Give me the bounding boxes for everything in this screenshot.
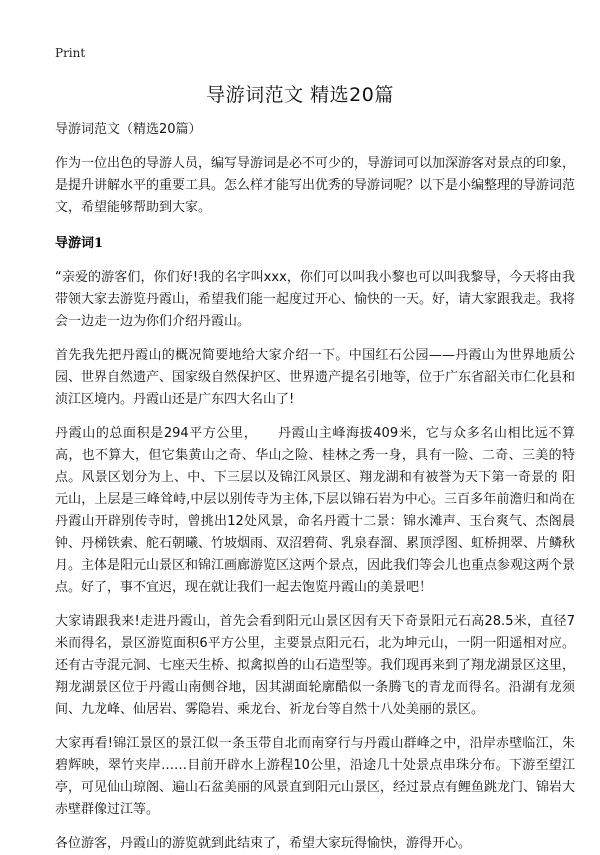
paragraph-greeting: “亲爱的游客们，你们好!我的名字叫xxx，你们可以叫我小黎也可以叫我黎导，今天将由我带领大家去游览丹霞山，希望我们能一起度过开心、愉快的一天。好，请大家跟我走。我将会一边走一边为你们介绍丹霞山。	[55, 270, 576, 329]
section-heading: 导游词1	[55, 236, 104, 251]
page-title: 导游词范文 精选20篇	[206, 84, 394, 106]
print-label: Print	[55, 46, 86, 60]
intro-paragraph: 作为一位出色的导游人员，编写导游词是必不可少的，导游词可以加深游客对景点的印象，是提升讲解水平的重要工具。怎么样才能写出优秀的导游词呢？以下是小编整理的导游词范文，希望能够帮助到大家。	[55, 156, 576, 215]
paragraph-area: 丹霞山的总面积是294平方公里， 丹霞山主峰海拔409米，它与众多名山相比远不算高，也不算大，但它集黄山之奇、华山之险、桂林之秀一身，具有一险、二奇、三美的特点。风景区划分为上、中、下三层以及锦江风景区、翔龙湖和有被誉为天下第一奇景的 阳元山，上层是三峰耸峙,中层以别传寺为主体,下层以锦石岩为中心。三百多年前澹归和尚在丹霞山开辟别传寺时，曾挑出12处风景，命名丹霞十二景：锦水滩声、玉台爽气、杰阁晨钟、丹梯铁索、舵石朝曦、竹坡烟雨、双沼碧荷、乳泉春溜、累顶浮图、虹桥拥翠、片鳞秋月。主体是阳元山景区和锦江画廊游览区这两个景点，因此我们等会儿也重点参观这两个景点。好了，事不宜迟，现在就让我们一起去饱览丹霞山的美景吧！	[55, 426, 576, 595]
article-subtitle: 导游词范文（精选20篇）	[55, 122, 202, 137]
paragraph-overview: 首先我先把丹霞山的概况简要地给大家介绍一下。中国红石公园——丹霞山为世界地质公园、世界自然遗产、国家级自然保护区、世界遗产提名引地等，位于广东省韶关市仁化县和浈江区境内。丹霞山还是广东四大名山了!	[55, 348, 576, 407]
paragraph-yangyuan: 大家请跟我来!走进丹霞山，首先会看到阳元山景区因有天下奇景阳元石高28.5米，直径7米而得名，景区游览面积6平方公里，主要景点阳元石，北为坤元山，一阴一阳遥相对应。还有古寺混元洞、七座天生桥、拟禽拟兽的山石造型等。我们现再来到了翔龙湖景区这里，翔龙湖景区位于丹霞山南侧谷地，因其湖面轮廓酷似一条腾飞的青龙而得名。沿湖有龙须间、九龙峰、仙居岩、雾隐岩、乘龙台、祈龙台等自然十八处美丽的景区。	[55, 614, 576, 717]
paragraph-closing: 各位游客，丹霞山的游览就到此结束了，希望大家玩得愉快，游得开心。	[55, 836, 472, 851]
article-body	[55, 119, 575, 855]
paragraph-jinjiang: 大家再看!锦江景区的景江似一条玉带自北而南穿行与丹霞山群峰之中，沿岸赤壁临江，朱碧辉映，翠竹夹岸……目前开辟水上游程10公里，沿途几十处景点串珠分布。下游至望江亭，可见仙山琼阁、遍山石盆美丽的风景直到阳元山景区，经过景点有鲤鱼跳龙门、锦岩大赤壁群像过江等。	[55, 736, 576, 817]
